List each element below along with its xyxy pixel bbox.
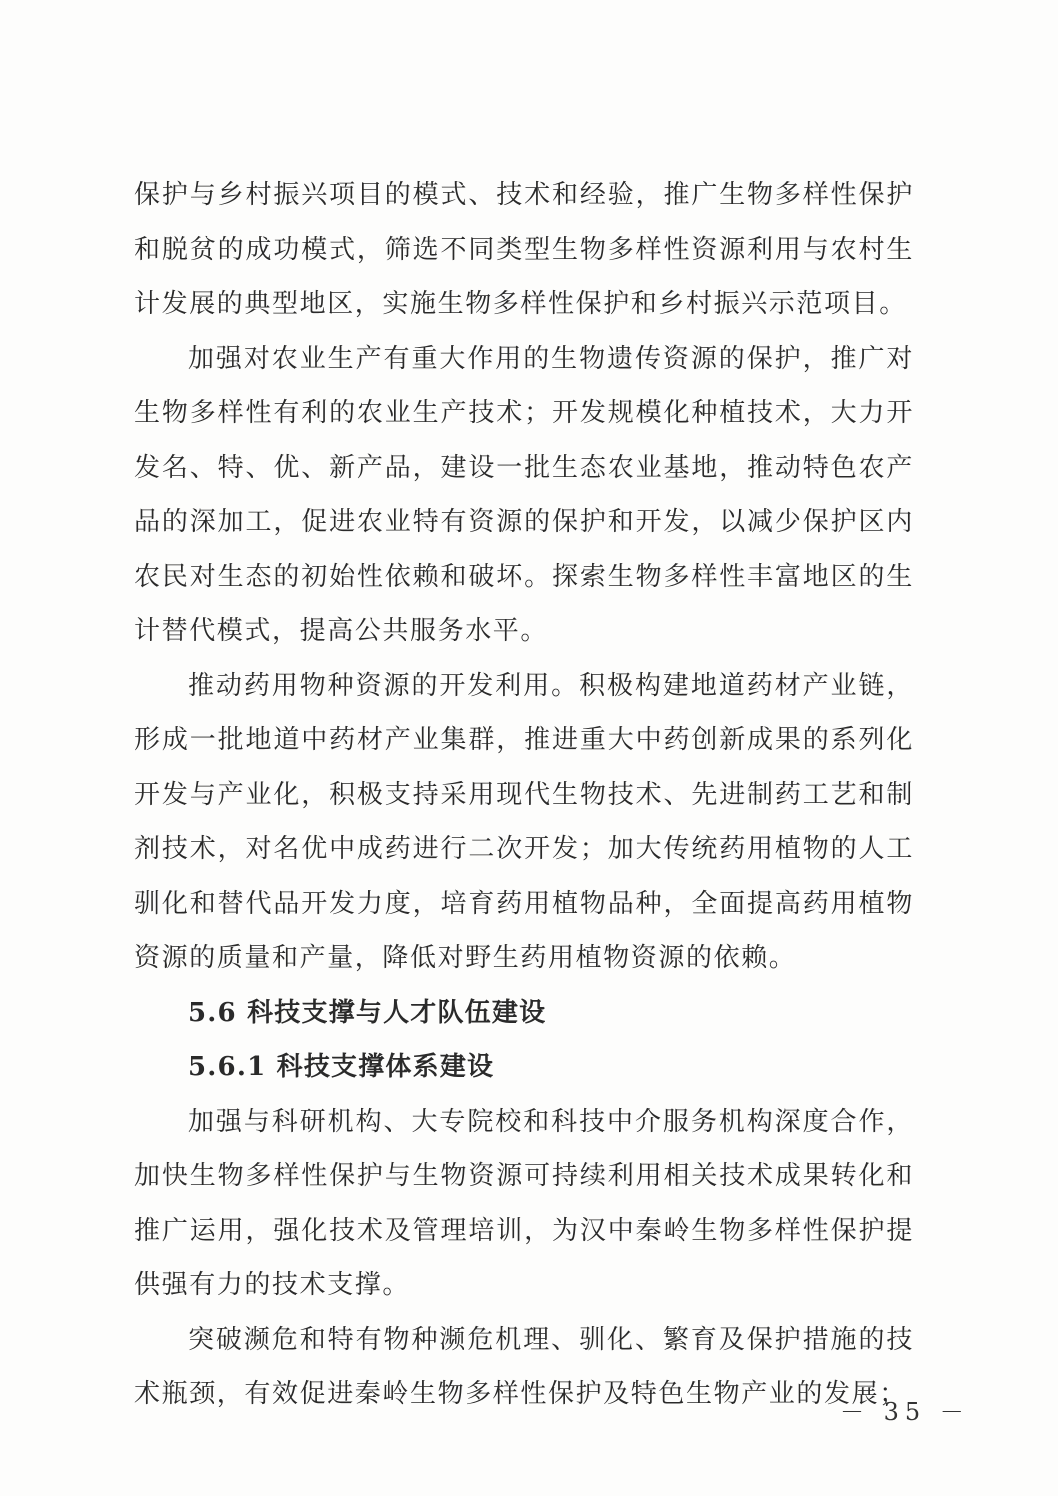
paragraph-agriculture: 加强对农业生产有重大作用的生物遗传资源的保护，推广对生物多样性有利的农业生产技术；开发规模化种植技术，大力开发名、特、优、新产品，建设一批生态农业基地，推动特色农产品的深加工，促进农业特有资源的保护和开发，以减少保护区内农民对生态的初始性依赖和破坏。探索生物多样性丰富地区的生计替代模式，提高公共服务水平。 xyxy=(134,343,914,646)
paragraph-endangered-species: 突破濒危和特有物种濒危机理、驯化、繁育及保护措施的技术瓶颈，有效促进秦岭生物多样性保护及特色生物产业的发展； xyxy=(134,1324,914,1409)
section-heading-5-6: 5.6 科技支撑与人才队伍建设 xyxy=(188,997,547,1028)
document-body xyxy=(134,168,914,1422)
paragraph-continuation: 保护与乡村振兴项目的模式、技术和经验，推广生物多样性保护和脱贫的成功模式，筛选不同类型生物多样性资源利用与农村生计发展的典型地区，实施生物多样性保护和乡村振兴示范项目。 xyxy=(134,180,914,319)
page-number: － 35 － xyxy=(840,1398,970,1426)
paragraph-tech-cooperation: 加强与科研机构、大专院校和科技中介服务机构深度合作，加快生物多样性保护与生物资源可持续利用相关技术成果转化和推广运用，强化技术及管理培训，为汉中秦岭生物多样性保护提供强有力的技术支撑。 xyxy=(134,1106,914,1300)
paragraph-medicinal-resources: 推动药用物种资源的开发利用。积极构建地道药材产业链，形成一批地道中药材产业集群，推进重大中药创新成果的系列化开发与产业化，积极支持采用现代生物技术、先进制药工艺和制剂技术，对名优中成药进行二次开发；加大传统药用植物的人工驯化和替代品开发力度，培育药用植物品种，全面提高药用植物资源的质量和产量，降低对野生药用植物资源的依赖。 xyxy=(134,670,914,973)
subsection-heading-5-6-1: 5.6.1 科技支撑体系建设 xyxy=(188,1052,495,1082)
